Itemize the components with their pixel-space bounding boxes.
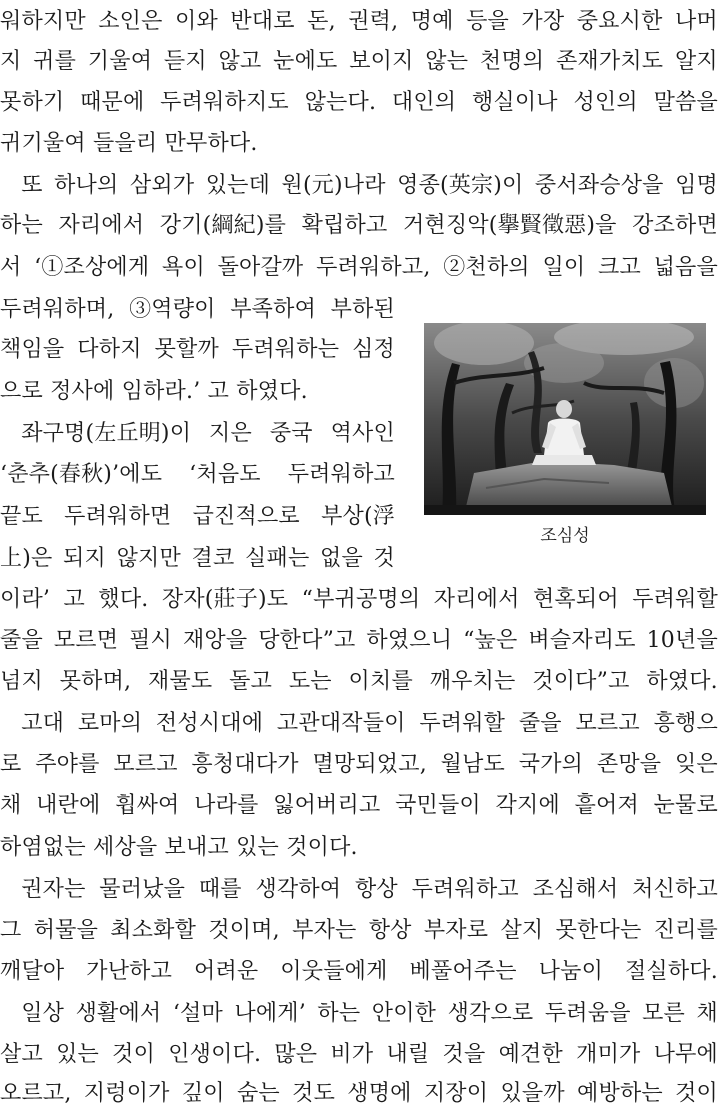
word: 줄을 [518,711,562,736]
text-line [0,621,718,661]
word: 역사인 [330,421,395,446]
word: 두려워하며, [0,297,115,322]
word: 이라’ [0,587,51,612]
text-line [0,662,718,702]
word: 모르고 [575,711,640,736]
text-line [0,704,718,744]
text-line [0,870,718,910]
word: 않지만 [116,546,181,571]
word: 모른 [642,1001,686,1026]
word: 눈물로 [653,793,718,818]
word: 두려워하고 [287,462,395,487]
text-line [0,1074,718,1114]
word: 진리를 [653,918,718,943]
word: 흩어져 [574,793,639,818]
word: 하는 [0,213,43,238]
word: 것을 [442,1042,486,1067]
word: 上)은 [0,546,53,571]
word: 좌구명(左丘明)이 [14,421,192,446]
word: 예견한 [498,1042,563,1067]
word: 최소화할 [110,918,197,943]
word: 오르고, [0,1081,72,1106]
word: 권력, [348,9,399,34]
word: 책임을 [0,337,65,362]
word: 못할까 [154,337,219,362]
word: 베풀어주는 [409,959,517,984]
word: 하였으니 [366,628,453,653]
text-line [0,994,718,1034]
word: 필시 [129,628,173,653]
word: 영종(英宗)이 [397,173,524,198]
word: 일이 [542,255,586,280]
text-line [0,911,718,951]
word: 있을까 [500,1081,565,1106]
word: 흥청대다가 [191,752,299,777]
word: 확립하고 [301,213,388,238]
word: 넘지 [0,669,43,694]
word: 채 [0,793,22,818]
word: 멸망되었고, [312,752,427,777]
word: 못하며, [59,669,132,694]
word: 기울여 [87,49,153,74]
word: 것도 [292,1081,336,1106]
word: 것이 [675,1081,718,1106]
text-line: 으로 정사에 임하라.’ 고 하였다. [0,379,308,404]
word: 지장이 [423,1081,489,1106]
text-line [0,206,718,246]
word: 나에게’ [234,1001,306,1026]
word: 존재가치도 [555,49,664,74]
word: 부상(浮 [321,504,395,529]
word: 듣지 [163,49,207,74]
word: 가난하고 [86,959,173,984]
text-line [0,1035,718,1075]
word: 고관대작들이 [276,711,406,736]
word: 하나의 [54,173,119,198]
word: 눈에도 [273,49,338,74]
word: 예방하는 [577,1081,663,1106]
word: ‘설마 [172,1001,223,1026]
word: 이와 [175,9,218,34]
word: 자리에서 [58,213,145,238]
word: 욕이 [162,255,205,280]
word: 못한다는 [555,918,642,943]
text-line [0,330,395,370]
word: 귀를 [33,49,77,74]
text-line: 귀기울여 들을리 만무하다. [0,131,258,156]
word: 두려워하는 [231,337,340,362]
word: 두려워할 [419,711,506,736]
word: 재물도 [148,669,213,694]
word: 허물을 [33,918,99,943]
word: 않고 [218,49,262,74]
word: 부자로 [423,918,489,943]
word: 국가의 [518,752,584,777]
word: ‘춘추(春秋)’에도 [0,462,163,487]
word: 비가 [330,1042,374,1067]
word: 때를 [198,877,242,902]
word: 중국 [269,421,313,446]
word: 현혹되어 [532,587,619,612]
word: 줄을 [0,628,43,653]
text-line [0,786,718,826]
word: 등을 [466,9,509,34]
word: 흥행으 [653,711,718,736]
word: 가장 [521,9,565,34]
word: 두려워하면 [64,504,172,529]
word: “부귀공명의 [301,587,421,612]
word: 거현징악(擧賢徵惡)을 [402,213,617,238]
word: 말씀을 [653,90,718,115]
word: 소인은 [98,9,163,34]
word: 하는 [317,1001,361,1026]
word: 나눔이 [538,959,604,984]
word: 권자는 [14,877,86,902]
word: 개미가 [576,1042,641,1067]
word: 때문에 [80,90,145,115]
word: 10년을 [646,628,718,653]
word: 잃어버리고 [273,793,381,818]
word: 내릴 [386,1042,430,1067]
text-line: 하염없는 세상을 보내고 있는 것이다. [0,835,358,860]
word: 실패는 [245,546,310,571]
word: 반대로 [230,9,295,34]
word: ‘처음도 [189,462,261,487]
word: 일상 [14,1001,65,1026]
word: 심정 [352,337,395,362]
word: 다하지 [77,337,142,362]
word: ③역량이 [129,297,216,322]
word: 자리에서 [433,587,520,612]
word: 부자는 [292,918,357,943]
word: 두려워하고 [411,877,519,902]
word: 삼외가 [129,173,195,198]
word: 두려움을 [544,1001,631,1026]
word: 생각하여 [255,877,342,902]
word: 못하기 [0,90,65,115]
word: 휩싸여 [115,793,180,818]
word: 처신하고 [632,877,718,902]
word: 두려워하고, [316,255,431,280]
word: 두려워할 [632,587,718,612]
word: ‘①조상에게 [34,255,150,280]
word: 중서좌승상을 [534,173,664,198]
word: 있는 [56,1042,99,1067]
word: 월남도 [440,752,506,777]
word: 끝도 [0,504,43,529]
word: 깊이 [181,1081,225,1106]
word: 강조하면 [632,213,718,238]
word: 명예 [410,9,454,34]
text-line [0,290,395,330]
word: 지 [0,49,22,74]
word: 나무에 [653,1042,718,1067]
word: 생명에 [347,1081,412,1106]
word: 서 [0,255,22,280]
word: 국민들이 [395,793,481,818]
word: 돈, [307,9,336,34]
word: 있는데 [205,173,271,198]
word: 생각으로 [447,1001,534,1026]
word: 장자(莊子)도 [161,587,289,612]
word: 보이지 [349,49,414,74]
text-line [0,539,395,579]
word: 나머 [674,9,718,34]
word: 인생이다. [168,1042,262,1067]
text-line [0,580,718,620]
word: 않는 [425,49,469,74]
word: 넓음을 [653,255,718,280]
word: 물러났을 [99,877,186,902]
word: 채 [696,1001,718,1026]
text-line [0,42,718,82]
photo-caption: 조심성 [540,526,590,546]
word: 그 [0,918,22,943]
word: ②천하의 [443,255,530,280]
word: 당한다”고 [258,628,356,653]
word: 잊은 [674,752,718,777]
word: 것 [373,546,395,571]
word: 부하된 [330,297,395,322]
word: 않는다. [304,90,377,115]
word: 각지에 [495,793,560,818]
word: 중요시한 [576,9,663,34]
word: 알지 [674,49,718,74]
word: 행실이나 [471,90,558,115]
word: 전성시대에 [155,711,264,736]
word: 되지 [63,546,106,571]
word: 고 [63,587,85,612]
word: 두려워하지도 [160,90,289,115]
word: 숨는 [236,1081,280,1106]
word: 로마의 [77,711,143,736]
word: 어려운 [194,959,259,984]
text-line [0,166,718,206]
word: 항상 [368,918,412,943]
word: 돌아갈까 [217,255,304,280]
word: 안이한 [371,1001,437,1026]
word: 주야를 [35,752,100,777]
word: 임명 [675,173,718,198]
text-line [0,248,718,288]
word: 하였다. [646,669,718,694]
word: 돌고 [229,669,273,694]
word: 깨우치는 [429,669,516,694]
word: 항상 [354,877,398,902]
word: 깨달아 [0,959,65,984]
text-line [0,2,718,42]
word: 또 [14,173,43,198]
word: 절실하다. [624,959,718,984]
word: “높은 [463,628,518,653]
word: 성인의 [573,90,638,115]
text-line [0,414,395,454]
word: 살고 [0,1042,43,1067]
word: 지은 [209,421,252,446]
word: 이웃들에게 [280,959,388,984]
word: 크고 [598,255,641,280]
word: 지렁이가 [83,1081,170,1106]
word: 생활에서 [75,1001,162,1026]
word: 내란에 [36,793,101,818]
text-line [0,497,395,537]
word: 강기(綱紀)를 [159,213,287,238]
word: 원(元)나라 [281,173,386,198]
photo-figure [424,323,706,573]
text-line [0,83,718,123]
word: 이치를 [348,669,413,694]
word: 부족하여 [230,297,317,322]
word: 급진적으로 [192,504,300,529]
word: 도는 [288,669,332,694]
word: 살지 [500,918,544,943]
word: 천명의 [479,49,545,74]
word: 했다. [98,587,149,612]
word: 나라를 [194,793,259,818]
photo-of-seated-person-in-forest-icon [424,323,706,515]
word: 고대 [14,711,65,736]
word: 워하지만 [0,9,86,34]
word: 모르면 [53,628,119,653]
word: 결코 [191,546,235,571]
word: 존망을 [596,752,662,777]
word: 많은 [274,1042,318,1067]
word: 조심해서 [532,877,619,902]
word: 모르고 [113,752,178,777]
word: 재앙을 [182,628,248,653]
word: 벼슬자리도 [528,628,636,653]
text-line [0,952,718,992]
word: 없을 [320,546,363,571]
word: 것이다”고 [532,669,630,694]
text-line [0,455,395,495]
word: 로 [0,752,22,777]
word: 것이 [112,1042,156,1067]
word: 대인의 [391,90,457,115]
text-line [0,745,718,785]
word: 것이며, [208,918,280,943]
